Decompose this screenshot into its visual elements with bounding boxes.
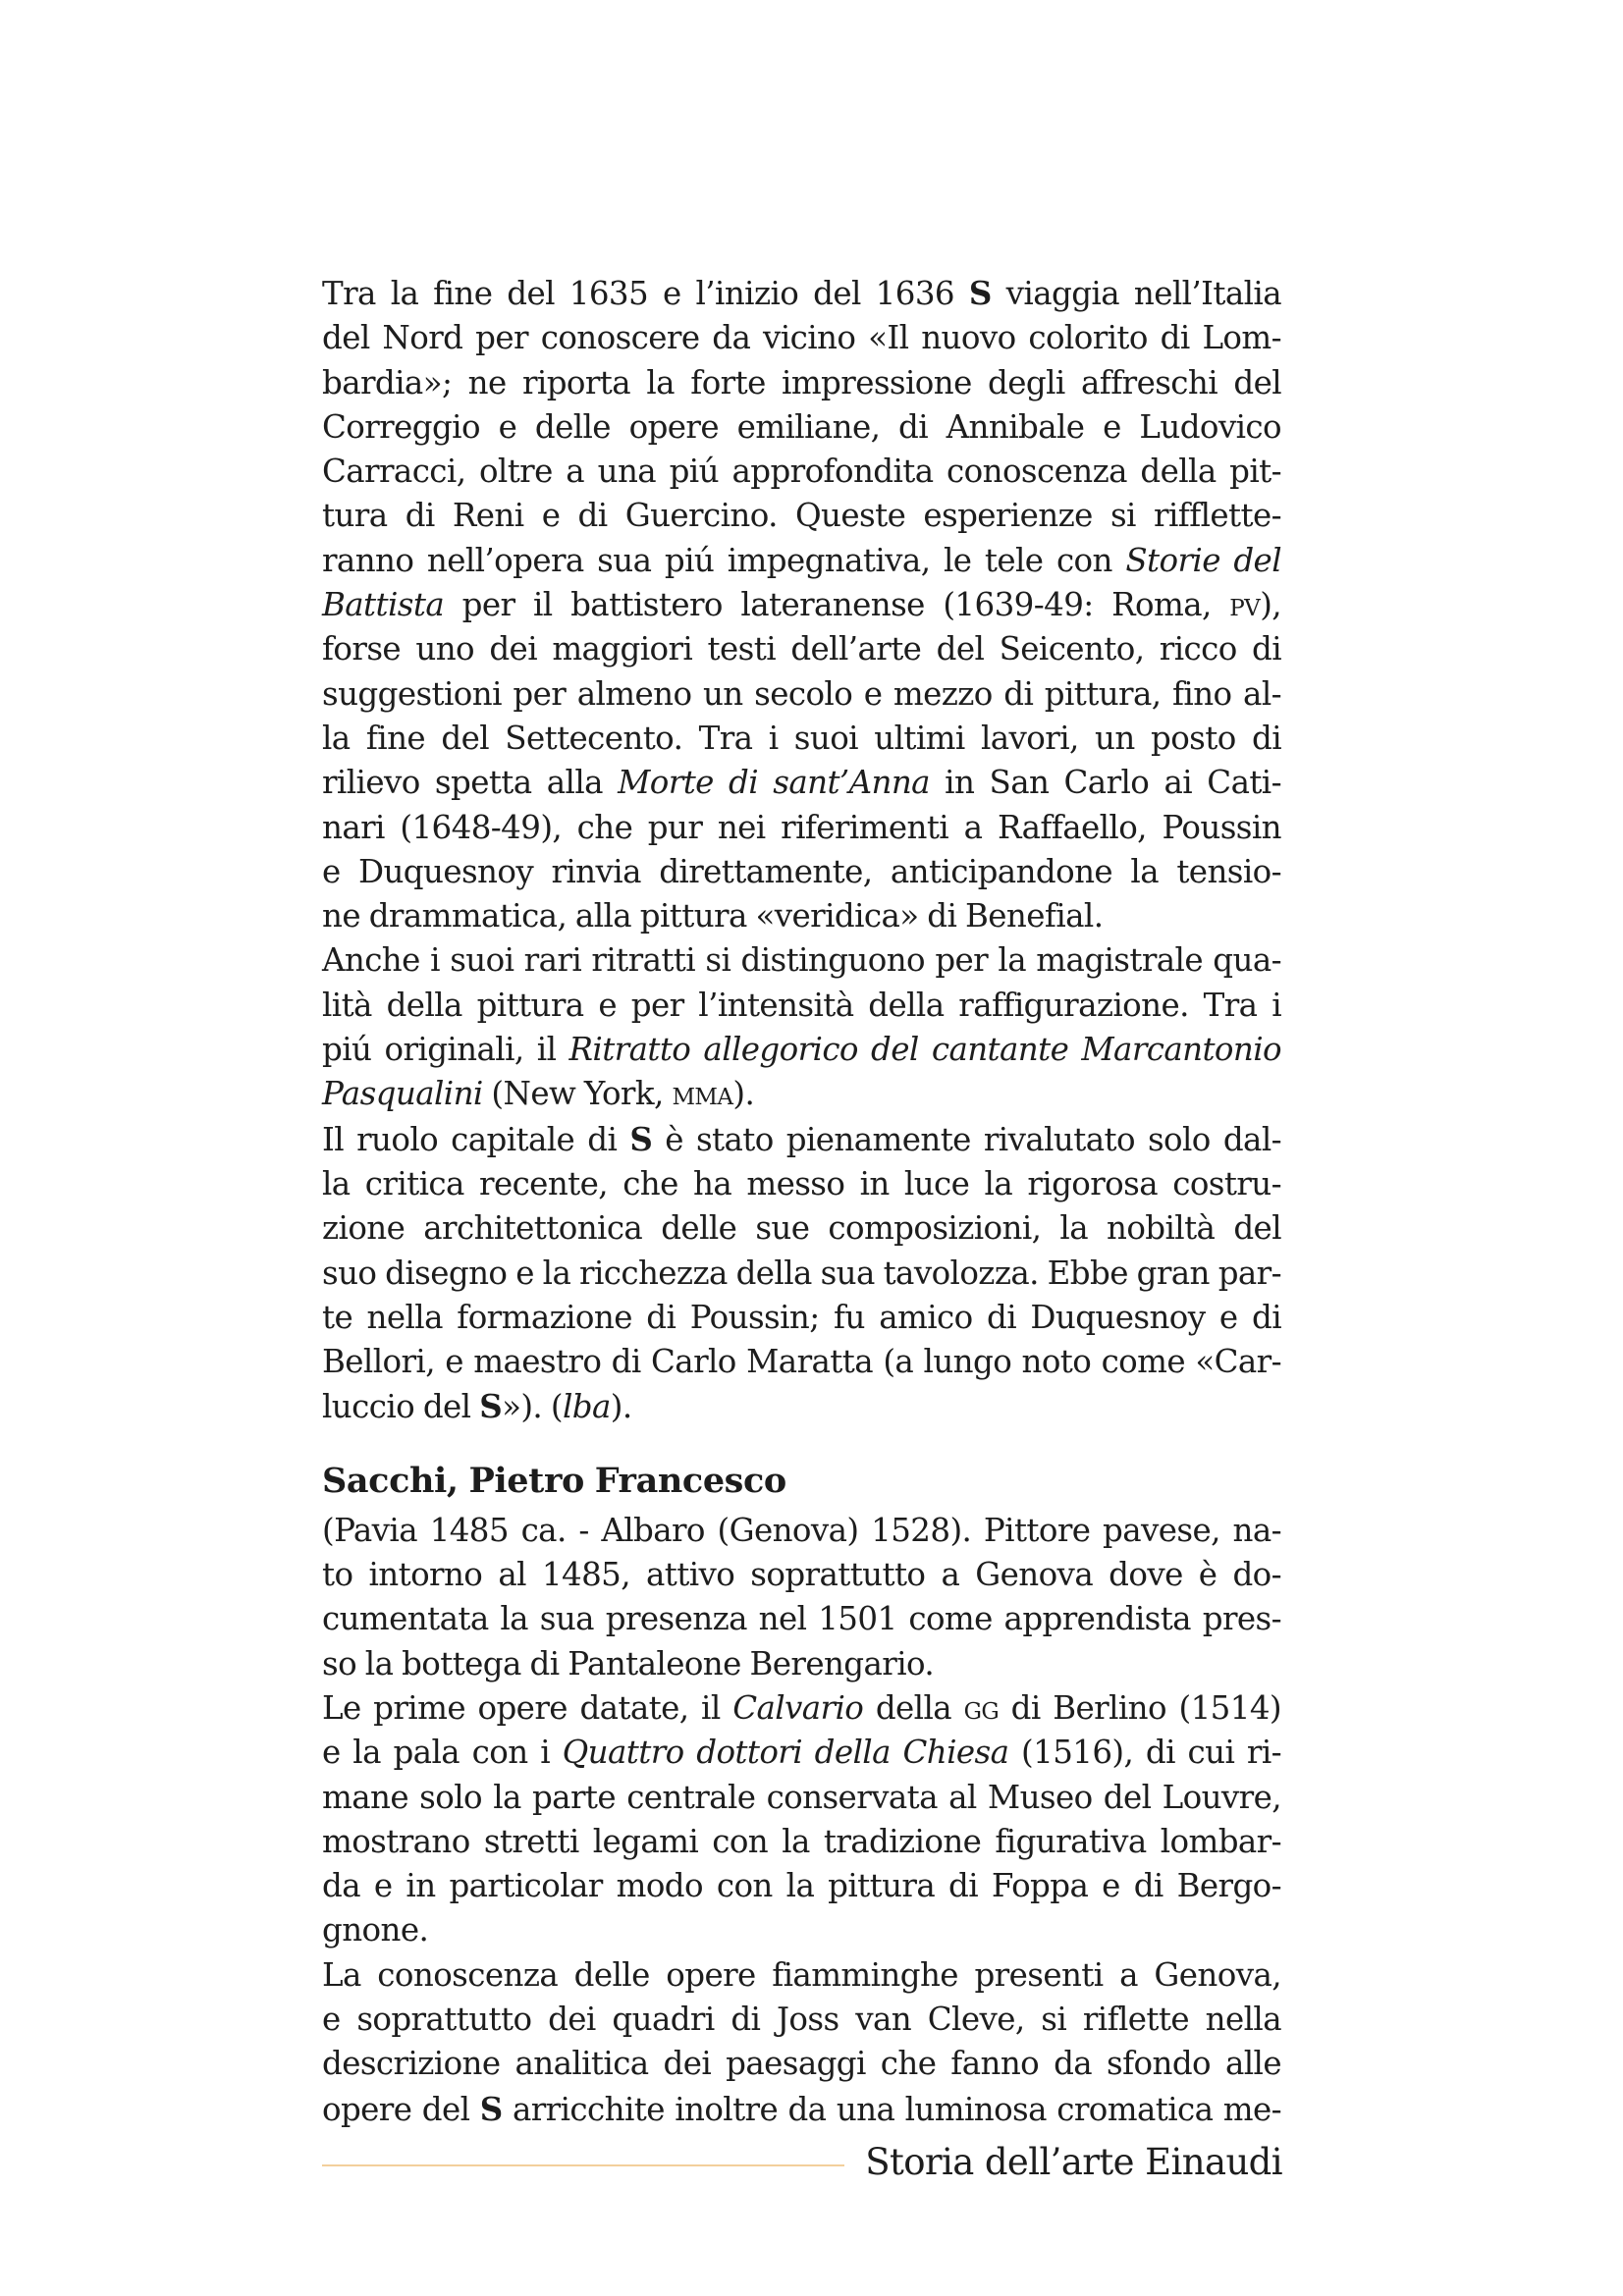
paragraph xyxy=(322,271,1281,938)
abbreviation-bold: S xyxy=(968,274,992,312)
text-line: da e in particolar modo con la pittura di Foppa e di Bergo- xyxy=(322,1867,1281,1905)
text-line: lità della pittura e per l’intensità della raffigurazione. Tra i xyxy=(322,986,1281,1024)
artwork-title: Battista xyxy=(322,586,445,624)
author-initials: lba xyxy=(562,1388,611,1426)
paragraph xyxy=(322,1686,1281,1953)
text-line: descrizione analitica dei paesaggi che fanno da sfondo alle xyxy=(322,2045,1281,2083)
text-line: e Duquesnoy rinvia direttamente, anticipandone la tensio- xyxy=(322,852,1281,890)
text-line: Bellori, e maestro di Carlo Maratta (a lungo noto come «Car- xyxy=(322,1343,1281,1381)
text-line: zione architettonica delle sue composizioni, la nobiltà del xyxy=(322,1209,1281,1248)
text-line: mostrano stretti legami con la tradizione figurativa lombar- xyxy=(322,1822,1281,1860)
text-line: tura di Reni e di Guercino. Queste esperienze si rifflette- xyxy=(322,497,1281,535)
text-line: Tra la fine del 1635 e l’inizio del 1636 S viaggia nell’Italia xyxy=(322,274,1281,312)
abbreviation-bold: S xyxy=(479,2089,503,2128)
artwork-title: Pasqualini xyxy=(322,1075,483,1113)
museum-abbreviation: mma xyxy=(672,1075,733,1113)
text-line: Anche i suoi rari ritratti si distinguono per la magistrale qua- xyxy=(322,941,1281,980)
text-line: mane solo la parte centrale conservata al Museo del Louvre, xyxy=(322,1778,1281,1816)
museum-abbreviation: gg xyxy=(963,1688,1000,1727)
text-line: Le prime opere datate, il Calvario della gg di Berlino (1514) xyxy=(322,1688,1281,1727)
entry-heading: Sacchi, Pietro Francesco xyxy=(322,1460,786,1501)
paragraph xyxy=(322,1117,1281,1430)
text-line: Battista per il battistero lateranense (1639-49: Roma, pv), xyxy=(322,586,1281,624)
artwork-title: Morte di sant’Anna xyxy=(618,764,930,802)
text-line: Pasqualini (New York, mma). xyxy=(322,1075,755,1113)
text-line: forse uno dei maggiori testi dell’arte del Seicento, ricco di xyxy=(322,630,1281,668)
text-line: Il ruolo capitale di S è stato pienamente rivalutato solo dal- xyxy=(322,1119,1281,1158)
text-line: La conoscenza delle opere fiamminghe presenti a Genova, xyxy=(322,1955,1281,1994)
paragraph xyxy=(322,1953,1281,2132)
text-line: e soprattutto dei quadri di Joss van Cleve, si riflette nella xyxy=(322,2000,1281,2038)
text-line: rilievo spetta alla Morte di sant’Anna in San Carlo ai Cati- xyxy=(322,764,1281,802)
footer-divider xyxy=(322,2164,844,2166)
text-line: piú originali, il Ritratto allegorico del cantante Marcantonio xyxy=(322,1031,1281,1069)
artwork-title: Storie del xyxy=(1125,541,1281,579)
museum-abbreviation: pv xyxy=(1229,586,1261,624)
text-line: e la pala con i Quattro dottori della Chiesa (1516), di cui ri- xyxy=(322,1734,1281,1772)
text-line: so la bottega di Pantaleone Berengario. xyxy=(322,1644,935,1682)
text-line: suo disegno e la ricchezza della sua tavolozza. Ebbe gran par- xyxy=(322,1254,1281,1292)
abbreviation-bold: S xyxy=(629,1119,653,1158)
text-line: ne drammatica, alla pittura «veridica» di Benefial. xyxy=(322,897,1104,935)
artwork-title: Ritratto allegorico del cantante Marcantonio xyxy=(568,1031,1281,1069)
body-text xyxy=(322,271,1281,2132)
text-line: to intorno al 1485, attivo soprattutto a Genova dove è do- xyxy=(322,1556,1281,1594)
text-line: opere del S arricchite inoltre da una luminosa cromatica me- xyxy=(322,2089,1281,2128)
text-line: ranno nell’opera sua piú impegnativa, le tele con Storie del xyxy=(322,541,1281,579)
text-line: Correggio e delle opere emiliane, di Annibale e Ludovico xyxy=(322,407,1281,446)
paragraph xyxy=(322,1509,1281,1686)
paragraph xyxy=(322,938,1281,1116)
text-line: del Nord per conoscere da vicino «Il nuovo colorito di Lom- xyxy=(322,319,1281,357)
artwork-title: Calvario xyxy=(732,1688,864,1727)
text-line: suggestioni per almeno un secolo e mezzo di pittura, fino al- xyxy=(322,674,1281,713)
text-line: nari (1648-49), che pur nei riferimenti a Raffaello, Poussin xyxy=(322,808,1281,846)
text-line: cumentata la sua presenza nel 1501 come apprendista pres- xyxy=(322,1600,1281,1638)
text-line: gnone. xyxy=(322,1911,429,1949)
footer-publication-title: Storia dell’arte Einaudi xyxy=(865,2141,1282,2183)
text-line: te nella formazione di Poussin; fu amico di Duquesnoy e di xyxy=(322,1298,1281,1336)
abbreviation-bold: S xyxy=(479,1387,503,1426)
text-line: la fine del Settecento. Tra i suoi ultimi lavori, un posto di xyxy=(322,719,1281,757)
text-line: la critica recente, che ha messo in luce la rigorosa costru- xyxy=(322,1164,1281,1202)
text-line: Carracci, oltre a una piú approfondita conoscenza della pit- xyxy=(322,453,1281,491)
text-line: (Pavia 1485 ca. - Albaro (Genova) 1528). Pittore pavese, na- xyxy=(322,1511,1281,1549)
text-line: bardia»; ne riporta la forte impressione degli affreschi del xyxy=(322,363,1281,401)
text-line: luccio del S»). (lba). xyxy=(322,1387,632,1426)
artwork-title: Quattro dottori della Chiesa xyxy=(562,1734,1009,1772)
